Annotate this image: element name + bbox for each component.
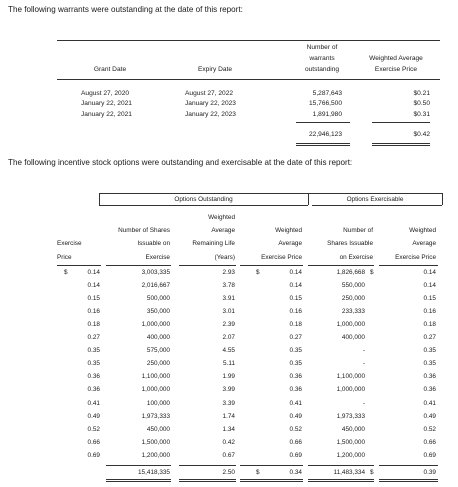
- ex-price-double-rule-1: [379, 479, 438, 480]
- warrants-header-rule: [57, 79, 440, 80]
- warrants-number-double-rule-2: [296, 145, 350, 146]
- wavg-header-3: Exercise Price: [261, 254, 302, 261]
- warrant-price: $0.31: [413, 111, 430, 118]
- option-remaining-life: 1.34: [222, 426, 235, 433]
- option-remaining-life: 2.39: [222, 321, 235, 328]
- option-exercise-price: 0.15: [87, 295, 100, 302]
- wavg-header-2: Average: [278, 240, 302, 247]
- ex-shares-header-rule: [308, 265, 374, 266]
- warrants-total-price: $0.42: [413, 131, 430, 138]
- warrants-price-header-1: Weighted Average: [369, 55, 423, 62]
- option-weighted-price: 0.15: [289, 295, 302, 302]
- option-exercisable-price: 0.35: [423, 360, 436, 367]
- life-header-2: Average: [211, 227, 235, 234]
- total-wavg: 0.34: [289, 469, 302, 476]
- warrants-price-header-2: Exercise Price: [374, 66, 418, 73]
- option-weighted-price: 0.36: [289, 373, 302, 380]
- option-exercisable-price: 0.41: [423, 400, 436, 407]
- option-exercisable-shares: -: [362, 400, 365, 407]
- warrant-number: 5,287,643: [312, 90, 342, 97]
- wavg-header-1: Weighted: [275, 227, 302, 234]
- option-weighted-price: 0.49: [289, 413, 302, 420]
- option-exercisable-shares: 1,000,000: [336, 321, 365, 328]
- life-header-4: (Years): [214, 254, 235, 261]
- life-dollar-sign: $: [256, 269, 260, 276]
- option-shares: 450,000: [146, 426, 170, 433]
- ex-price-sum-rule: [379, 465, 438, 466]
- options-exercisable-group: Options Exercisable: [346, 196, 404, 203]
- option-weighted-price: 0.35: [289, 360, 302, 367]
- option-remaining-life: 2.93: [222, 269, 235, 276]
- warrants-number-header-3: outstanding: [304, 66, 340, 73]
- option-exercise-price: 0.52: [87, 426, 100, 433]
- option-exercise-price: 0.14: [87, 282, 100, 289]
- life-double-rule-2: [179, 481, 236, 482]
- ex-price-header-rule: [379, 265, 438, 266]
- option-exercisable-shares: 1,000,000: [336, 386, 365, 393]
- option-exercisable-price: 0.15: [423, 295, 436, 302]
- warrants-price-sum-rule: [372, 122, 430, 123]
- option-exercise-price: 0.36: [87, 373, 100, 380]
- warrant-price: $0.21: [413, 90, 430, 97]
- option-weighted-price: 0.14: [289, 269, 302, 276]
- option-shares: 575,000: [146, 347, 170, 354]
- option-shares: 1,100,000: [141, 373, 170, 380]
- option-exercisable-shares: -: [362, 360, 365, 367]
- warrant-expiry-date: August 27, 2022: [185, 90, 234, 97]
- option-exercisable-price: 0.52: [423, 426, 436, 433]
- options-group-top-rule: [99, 193, 442, 194]
- option-exercise-price: 0.66: [87, 439, 100, 446]
- option-exercise-price: 0.49: [87, 413, 100, 420]
- option-shares: 3,003,335: [141, 269, 170, 276]
- life-header-rule: [179, 265, 236, 266]
- option-exercise-price: 0.35: [87, 347, 100, 354]
- option-remaining-life: 1.74: [222, 413, 235, 420]
- shares-double-rule-1: [106, 479, 171, 480]
- warrant-expiry-date: January 22, 2023: [185, 100, 236, 107]
- total-shares: 15,418,335: [138, 469, 170, 476]
- option-shares: 1,500,000: [141, 439, 170, 446]
- shares-sum-rule: [106, 465, 171, 466]
- ex-price-header-3: Exercise Price: [395, 254, 436, 261]
- shares-header-1: Number of Shares: [118, 227, 170, 234]
- total-ex-shares-dollar: $: [370, 469, 374, 476]
- option-remaining-life: 0.67: [222, 452, 235, 459]
- warrants-expiry-header: Expiry Date: [197, 66, 233, 73]
- warrant-price: $0.50: [413, 100, 430, 107]
- options-group-right-edge: [442, 193, 443, 205]
- shares-header-rule: [106, 265, 171, 266]
- option-shares: 2,016,667: [141, 282, 170, 289]
- ex-shares-dollar-sign: $: [370, 269, 374, 276]
- option-shares: 1,000,000: [141, 321, 170, 328]
- options-outstanding-group: Options Outstanding: [174, 196, 233, 203]
- ex-shares-sum-rule: [308, 465, 374, 466]
- option-remaining-life: 0.42: [222, 439, 235, 446]
- ex-shares-header-2: Shares Issuable: [327, 240, 373, 247]
- total-life: 2.50: [222, 469, 235, 476]
- price-header-1: Exercise: [57, 240, 82, 247]
- warrants-intro: The following warrants were outstanding at the date of this report:: [8, 5, 243, 14]
- life-header-3: Remaining Life: [192, 240, 235, 247]
- life-sum-rule: [179, 465, 236, 466]
- shares-header-3: Exercise: [145, 254, 170, 261]
- warrants-total-number: 22,946,123: [308, 131, 342, 138]
- ex-shares-double-rule-2: [308, 481, 374, 482]
- total-ex-price: 0.39: [423, 469, 436, 476]
- option-exercisable-price: 0.36: [423, 386, 436, 393]
- option-exercisable-shares: -: [362, 347, 365, 354]
- option-remaining-life: 3.78: [222, 282, 235, 289]
- option-weighted-price: 0.18: [289, 321, 302, 328]
- option-exercisable-shares: 1,973,333: [336, 413, 365, 420]
- option-weighted-price: 0.66: [289, 439, 302, 446]
- option-exercisable-shares: 1,826,668: [336, 269, 365, 276]
- wavg-double-rule-2: [240, 481, 303, 482]
- option-weighted-price: 0.27: [289, 334, 302, 341]
- shares-double-rule-2: [106, 481, 171, 482]
- option-exercisable-price: 0.36: [423, 373, 436, 380]
- option-shares: 350,000: [146, 308, 170, 315]
- ex-shares-header-1: Number of: [343, 227, 373, 234]
- option-exercisable-shares: 400,000: [341, 334, 365, 341]
- warrants-number-sum-rule: [296, 122, 350, 123]
- option-exercise-price: 0.36: [87, 386, 100, 393]
- total-ex-shares: 11,483,334: [333, 469, 365, 476]
- option-exercisable-price: 0.14: [423, 282, 436, 289]
- option-exercisable-shares: 250,000: [341, 295, 365, 302]
- option-shares: 250,000: [146, 360, 170, 367]
- option-remaining-life: 3.01: [222, 308, 235, 315]
- options-outstanding-underline: [99, 205, 308, 206]
- option-shares: 400,000: [146, 334, 170, 341]
- warrants-top-rule: [57, 40, 440, 41]
- option-exercisable-price: 0.35: [423, 347, 436, 354]
- ex-price-header-1: Weighted: [409, 227, 436, 234]
- option-shares: 100,000: [146, 400, 170, 407]
- warrant-number: 1,891,980: [312, 111, 342, 118]
- total-life-dollar: $: [256, 469, 260, 476]
- ex-shares-double-rule-1: [308, 479, 374, 480]
- option-remaining-life: 4.55: [222, 347, 235, 354]
- warrants-number-header-2: warrants: [309, 55, 335, 62]
- option-remaining-life: 2.07: [222, 334, 235, 341]
- shares-header-2: Issuable on: [137, 240, 170, 247]
- option-exercisable-shares: 1,200,000: [336, 452, 365, 459]
- option-exercisable-price: 0.18: [423, 321, 436, 328]
- option-exercise-price: 0.35: [87, 360, 100, 367]
- option-exercise-price: 0.27: [87, 334, 100, 341]
- warrants-number-header-1: Number of: [306, 44, 338, 51]
- option-exercisable-price: 0.27: [423, 334, 436, 341]
- option-weighted-price: 0.69: [289, 452, 302, 459]
- option-shares: 500,000: [146, 295, 170, 302]
- option-exercise-price: 0.18: [87, 321, 100, 328]
- option-exercisable-shares: 1,100,000: [336, 373, 365, 380]
- option-exercisable-shares: 550,000: [341, 282, 365, 289]
- option-remaining-life: 3.91: [222, 295, 235, 302]
- option-exercisable-price: 0.49: [423, 413, 436, 420]
- warrants-grant-header: Grant Date: [93, 66, 127, 73]
- option-exercisable-shares: 233,333: [341, 308, 365, 315]
- option-weighted-price: 0.14: [289, 282, 302, 289]
- warrant-grant-date: January 22, 2021: [81, 100, 132, 107]
- warrant-expiry-date: January 22, 2023: [185, 111, 236, 118]
- price-header-2: Price: [57, 254, 72, 261]
- ex-price-double-rule-2: [379, 481, 438, 482]
- option-weighted-price: 0.52: [289, 426, 302, 433]
- options-exercisable-underline: [312, 205, 442, 206]
- option-exercisable-shares: 450,000: [341, 426, 365, 433]
- option-exercise-price: 0.69: [87, 452, 100, 459]
- option-weighted-price: 0.36: [289, 386, 302, 393]
- options-intro: The following incentive stock options were outstanding and exercisable at the date of this report:: [8, 158, 353, 167]
- warrants-price-double-rule-2: [372, 145, 430, 146]
- life-header-1: Weighted: [208, 214, 235, 221]
- option-exercise-price: 0.14: [87, 269, 100, 276]
- option-exercisable-price: 0.14: [423, 269, 436, 276]
- option-remaining-life: 3.99: [222, 386, 235, 393]
- warrants-price-double-rule-1: [372, 143, 430, 144]
- ex-shares-header-3: on Exercise: [339, 254, 373, 261]
- wavg-header-rule: [240, 265, 303, 266]
- warrant-grant-date: January 22, 2021: [81, 111, 132, 118]
- option-exercisable-price: 0.66: [423, 439, 436, 446]
- option-exercisable-price: 0.16: [423, 308, 436, 315]
- ex-price-header-2: Average: [412, 240, 436, 247]
- option-remaining-life: 5.11: [223, 360, 235, 367]
- option-shares: 1,000,000: [141, 386, 170, 393]
- option-remaining-life: 3.39: [222, 400, 235, 407]
- option-shares: 1,200,000: [141, 452, 170, 459]
- option-shares: 1,973,333: [141, 413, 170, 420]
- option-exercisable-shares: 1,500,000: [336, 439, 365, 446]
- life-double-rule-1: [179, 479, 236, 480]
- option-remaining-life: 1.99: [222, 373, 235, 380]
- price-header-rule: [57, 265, 101, 266]
- wavg-double-rule-1: [240, 479, 303, 480]
- option-exercisable-price: 0.69: [423, 452, 436, 459]
- price-dollar-sign: $: [64, 269, 68, 276]
- option-exercise-price: 0.16: [87, 308, 100, 315]
- option-weighted-price: 0.16: [289, 308, 302, 315]
- option-exercise-price: 0.41: [87, 400, 100, 407]
- option-weighted-price: 0.35: [289, 347, 302, 354]
- option-weighted-price: 0.41: [289, 400, 302, 407]
- wavg-sum-rule: [240, 465, 303, 466]
- warrant-number: 15,766,500: [308, 100, 342, 107]
- warrant-grant-date: August 27, 2020: [81, 90, 130, 97]
- warrants-number-double-rule-1: [296, 143, 350, 144]
